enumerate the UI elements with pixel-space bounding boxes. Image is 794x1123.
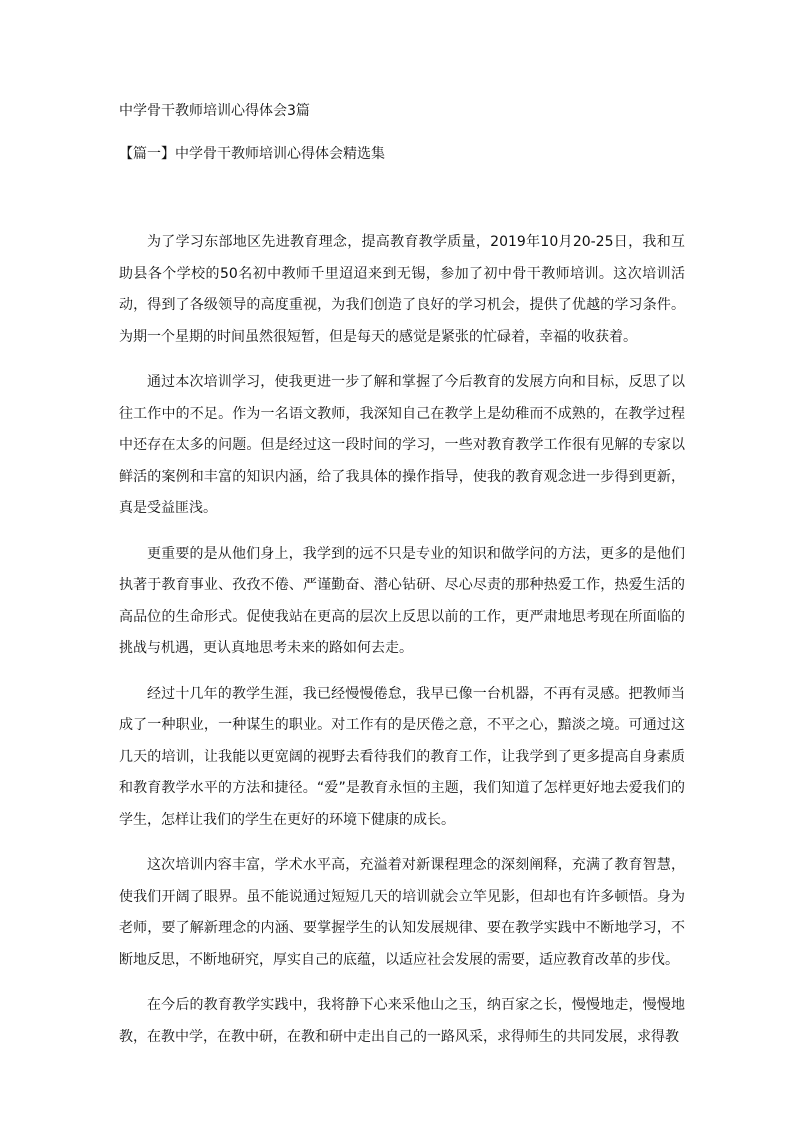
document-body bbox=[119, 227, 685, 1067]
document-title: 中学骨干教师培训心得体会3篇 bbox=[119, 103, 310, 119]
paragraph-4: 经过十几年的教学生涯，我已经慢慢倦怠，我早已像一台机器，不再有灵感。把教师当成了一种职业，一种谋生的职业。对工作有的是厌倦之意，不平之心，黯淡之境。可通过这几天的培训，让我能以更宽阔的视野去看待我们的教育工作，让我学到了更多提高自身素质和教育教学水平的方法和捷径。“爱”是教育永恒的主题，我们知道了怎样更好地去爱我们的学生，怎样让我们的学生在更好的环境下健康的成长。 bbox=[119, 685, 685, 828]
paragraph-3: 更重要的是从他们身上，我学到的远不只是专业的知识和做学问的方法，更多的是他们执著于教育事业、孜孜不倦、严谨勤奋、潜心钻研、尽心尽责的那种热爱工作，热爱生活的高品位的生命形式。促使我站在更高的层次上反思以前的工作，更严肃地思考现在所面临的挑战与机遇，更认真地思考未来的路如何去走。 bbox=[119, 545, 685, 656]
paragraph-5: 这次培训内容丰富，学术水平高，充溢着对新课程理念的深刻阐释，充满了教育智慧，使我们开阔了眼界。虽不能说通过短短几天的培训就会立竿见影，但却也有许多顿悟。身为老师，要了解新理念的内涵、要掌握学生的认知发展规律、要在教学实践中不断地学习，不断地反思，不断地研究，厚实自己的底蕴，以适应社会发展的需要，适应教育改革的步伐。 bbox=[119, 857, 685, 968]
paragraph-1: 为了学习东部地区先进教育理念，提高教育教学质量，2019年10月20-25日，我和互助县各个学校的50名初中教师千里迢迢来到无锡，参加了初中骨干教师培训。这次培训活动，得到了各级领导的高度重视，为我们创造了良好的学习机会，提供了优越的学习条件。为期一个星期的时间虽然很短暂，但是每天的感觉是紧张的忙碌着，幸福的收获着。 bbox=[119, 234, 685, 345]
paragraph-2: 通过本次培训学习，使我更进一步了解和掌握了今后教育的发展方向和目标，反思了以往工作中的不足。作为一名语文教师，我深知自己在教学上是幼稚而不成熟的，在教学过程中还存在太多的问题。但是经过这一段时间的学习，一些对教育教学工作很有见解的专家以鲜活的案例和丰富的知识内涵，给了我具体的操作指导，使我的教育观念进一步得到更新，真是受益匪浅。 bbox=[119, 374, 685, 516]
paragraph-6: 在今后的教育教学实践中，我将静下心来采他山之玉，纳百家之长，慢慢地走，慢慢地教，在教中学，在教中研，在教和研中走出自己的一路风采，求得师生的共同发展，求得教 bbox=[119, 997, 685, 1045]
section-heading: 【篇一】中学骨干教师培训心得体会精选集 bbox=[119, 146, 385, 162]
